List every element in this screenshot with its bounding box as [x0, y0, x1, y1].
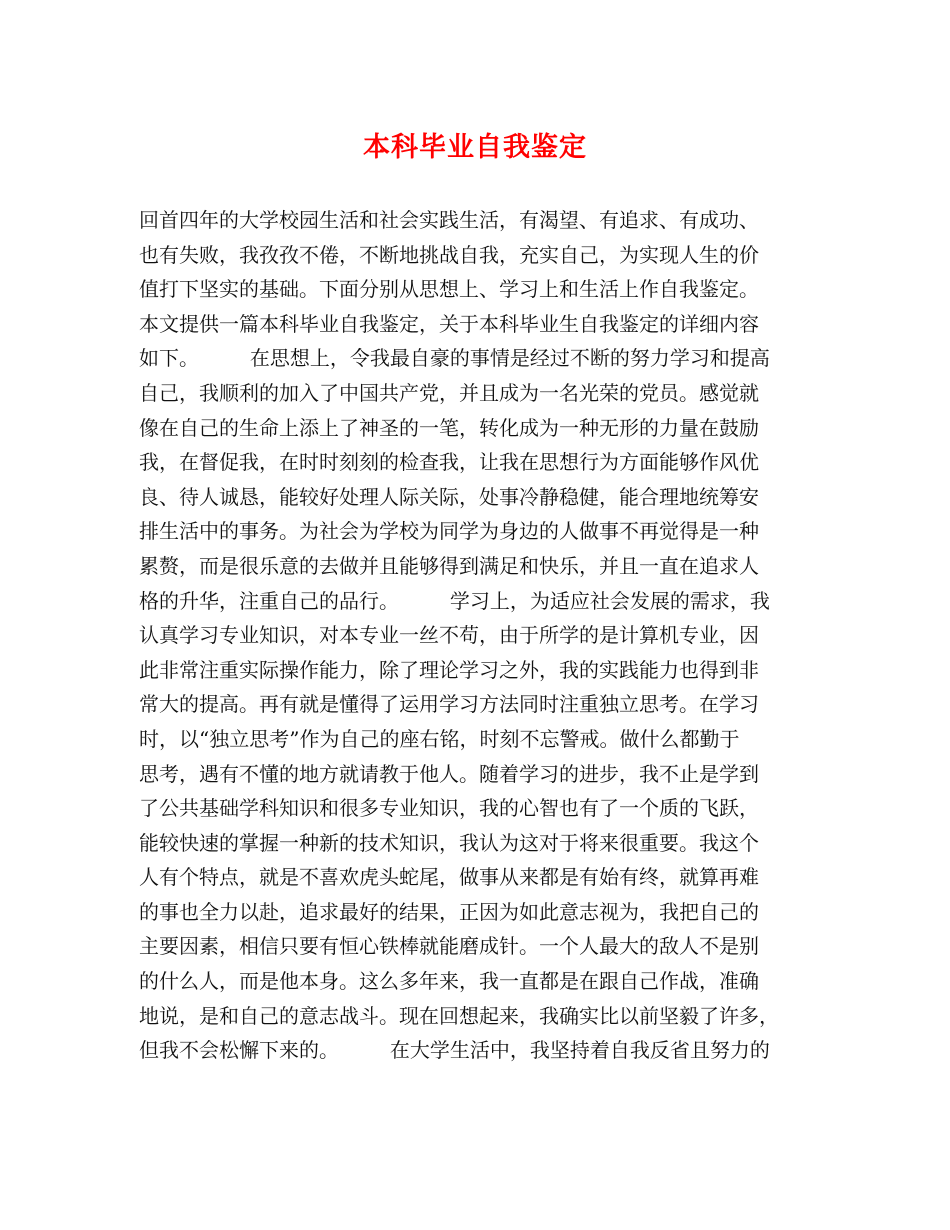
- body-line: 人有个特点，就是不喜欢虎头蛇尾，做事从来都是有始有终，就算再难: [139, 865, 759, 890]
- body-line: 本文提供一篇本科毕业自我鉴定，关于本科毕业生自我鉴定的详细内容: [139, 311, 759, 336]
- body-line: 累赘，而是很乐意的去做并且能够得到满足和快乐，并且一直在追求人: [139, 553, 759, 578]
- body-line: 像在自己的生命上添上了神圣的一笔，转化成为一种无形的力量在鼓励: [139, 415, 759, 440]
- body-line: 认真学习专业知识，对本专业一丝不苟，由于所学的是计算机专业，因: [139, 623, 759, 648]
- body-line: 自己，我顺利的加入了中国共产党，并且成为一名光荣的党员。感觉就: [139, 380, 759, 405]
- body-line: 良、待人诚恳，能较好处理人际关际，处事冷静稳健，能合理地统筹安: [139, 484, 759, 509]
- body-line: 我，在督促我，在时时刻刻的检查我，让我在思想行为方面能够作风优: [139, 450, 759, 475]
- body-line: 值打下坚实的基础。下面分别从思想上、学习上和生活上作自我鉴定。: [139, 277, 759, 302]
- body-line: 但我不会松懈下来的。 在大学生活中，我坚持着自我反省且努力的: [139, 1038, 770, 1063]
- document-body: [139, 203, 819, 1068]
- body-line: 格的升华，注重自己的品行。 学习上，为适应社会发展的需求，我: [139, 588, 770, 613]
- body-line: 的什么人，而是他本身。这么多年来，我一直都是在跟自己作战，准确: [139, 969, 759, 994]
- body-line: 了公共基础学科知识和很多专业知识，我的心智也有了一个质的飞跃，: [139, 796, 759, 821]
- body-line: 如下。 在思想上，令我最自豪的事情是经过不断的努力学习和提高: [139, 346, 770, 371]
- body-line: 能较快速的掌握一种新的技术知识，我认为这对于将来很重要。我这个: [139, 830, 759, 855]
- body-line: 思考，遇有不懂的地方就请教于他人。随着学习的进步，我不止是学到: [139, 761, 759, 786]
- body-line: 也有失败，我孜孜不倦，不断地挑战自我，充实自己，为实现人生的价: [139, 242, 759, 267]
- document-title: 本科毕业自我鉴定: [363, 132, 587, 163]
- body-line: 主要因素，相信只要有恒心铁棒就能磨成针。一个人最大的敌人不是别: [139, 934, 759, 959]
- body-line: 排生活中的事务。为社会为学校为同学为身边的人做事不再觉得是一种: [139, 519, 759, 544]
- body-line: 此非常注重实际操作能力，除了理论学习之外，我的实践能力也得到非: [139, 657, 759, 682]
- body-line: 回首四年的大学校园生活和社会实践生活，有渴望、有追求、有成功、: [139, 208, 759, 232]
- body-line: 的事也全力以赴，追求最好的结果，正因为如此意志视为，我把自己的: [139, 899, 759, 924]
- body-line: 地说，是和自己的意志战斗。现在回想起来，我确实比以前坚毅了许多，: [139, 1003, 779, 1028]
- body-line: 常大的提高。再有就是懂得了运用学习方法同时注重独立思考。在学习: [139, 692, 759, 717]
- body-line: 时，以“独立思考”作为自己的座右铭，时刻不忘警戒。做什么都勤于: [139, 726, 740, 751]
